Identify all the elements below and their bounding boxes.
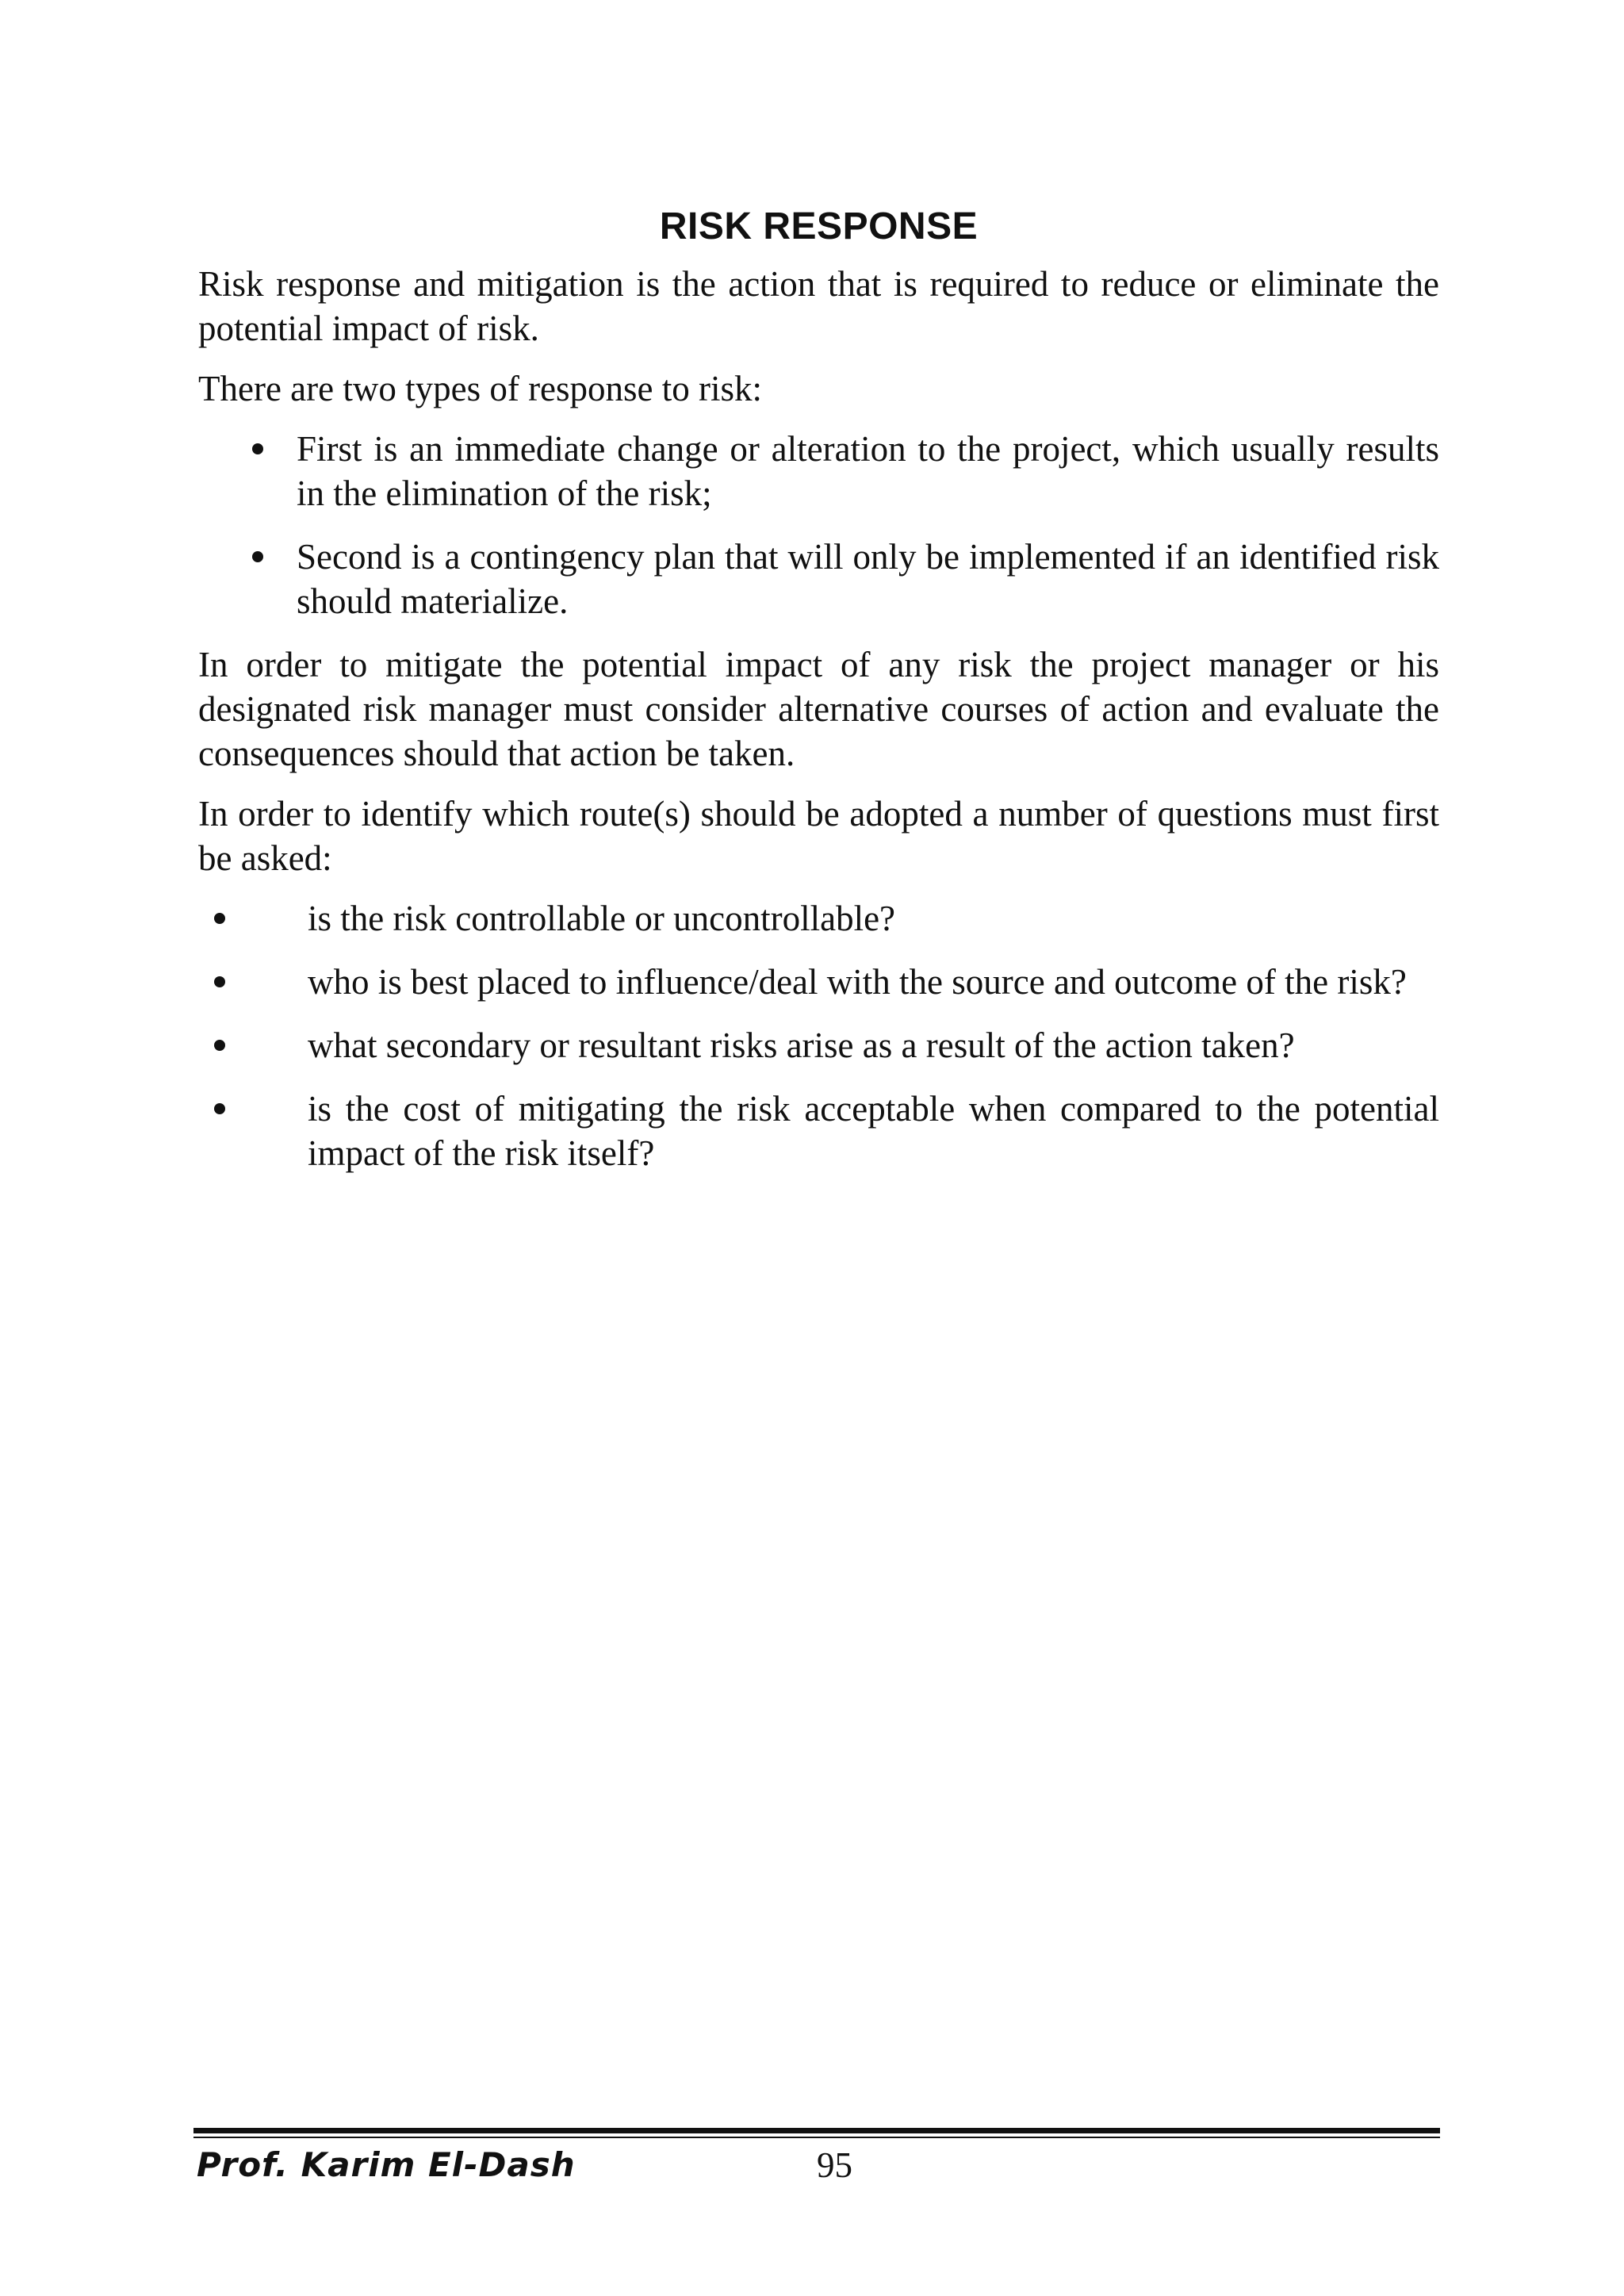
identify-paragraph: In order to identify which route(s) should be adopted a number of questions must first be asked: [198,794,1439,878]
list-item-text: is the cost of mitigating the risk acceptable when compared to the potential impact of the risk itself? [308,1089,1439,1173]
list-item [297,427,1439,516]
list-item [308,896,1439,941]
footer-divider-thin [193,2137,1440,2138]
list-item-text: First is an immediate change or alteration to the project, which usually results in the elimination of the risk; [297,429,1439,513]
list-item [297,535,1439,623]
bullet-icon [252,443,263,454]
footer-author: Prof. Karim El-Dash [197,2145,576,2184]
list-item-text: Second is a contingency plan that will only be implemented if an identified risk should materialize. [297,537,1439,621]
intro-paragraph: Risk response and mitigation is the action that is required to reduce or eliminate the potential impact of risk. [198,264,1439,348]
bullet-icon [214,976,225,987]
bullet-icon [214,1040,225,1051]
response-types-list [198,427,1439,623]
list-item [308,960,1439,1004]
list-item-text: is the risk controllable or uncontrollable? [308,899,896,938]
list-item [308,1023,1439,1068]
bullet-icon [214,913,225,924]
list-item [308,1087,1439,1175]
list-item-text: what secondary or resultant risks arise as a result of the action taken? [308,1025,1295,1065]
section-title: RISK RESPONSE [659,205,979,247]
mitigate-paragraph: In order to mitigate the potential impact of any risk the project manager or his designated risk manager must consider alternative courses of action and evaluate the consequences should that action be taken. [198,645,1439,773]
list-item-text: who is best placed to influence/deal with the source and outcome of the risk? [308,962,1407,1002]
footer-divider [193,2128,1440,2133]
bullet-icon [214,1103,225,1114]
page-number: 95 [817,2145,852,2185]
page-content [198,198,1439,1194]
types-lead-paragraph: There are two types of response to risk: [198,369,763,408]
questions-list [198,896,1439,1175]
bullet-icon [252,551,263,562]
